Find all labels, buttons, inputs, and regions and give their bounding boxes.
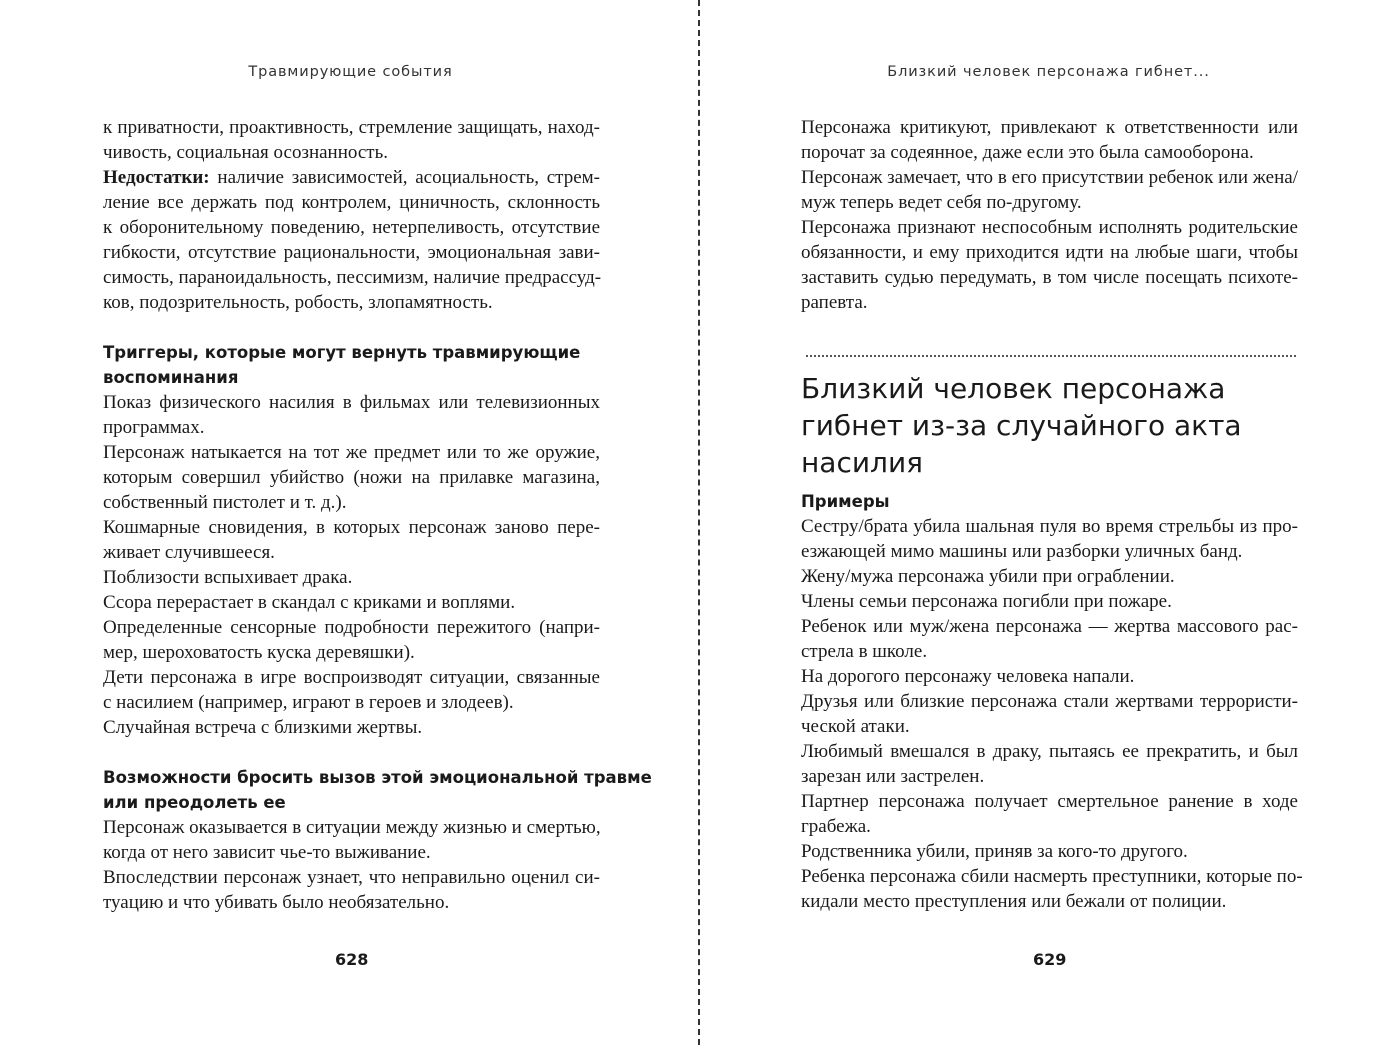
text-line: Персонаж оказывается в ситуации между жизнью и смертью, [103,817,601,838]
text-line: к приватности, проактивность, стремление защищать, наход- [103,117,600,138]
text-line: кидали место преступления или бежали от полиции. [801,891,1227,912]
challenge-heading: Возможности бросить вызов этой эмоциональной травме [103,768,652,787]
text-line: ков, подозрительность, робость, злопамятность. [103,292,493,313]
continuation-text [103,115,600,315]
text-line: чивость, социальная осознанность. [103,142,389,163]
text-line: Ребенка персонажа сбили насмерть преступники, которые по- [801,866,1303,887]
text-line: рапевта. [801,292,868,313]
text-line: Кошмарные сновидения, в которых персонаж заново пере- [103,517,600,538]
text-line: которым совершил убийство (ножи на прилавке магазина, [103,467,600,488]
text-line: Показ физического насилия в фильмах или телевизионных [103,392,600,413]
text-line: заставить судью передумать, в том числе посещать психоте- [801,267,1298,288]
text-line: Ссора перерастает в скандал с криками и воплями. [103,592,516,613]
right-page [702,0,1400,1045]
text-line: Поблизости вспыхивает драка. [103,567,353,588]
flaws-line [103,165,600,190]
text-line: ление все держать под контролем, циничность, склонность [103,192,600,213]
text-line: Персонажа признают неспособным исполнять родительские [801,217,1298,238]
text-line: зарезан или застрелен. [801,766,985,787]
text-line: туацию и что убивать было необязательно. [103,892,450,913]
text-line: езжающей мимо машины или разборки уличных банд. [801,541,1243,562]
text-line: Члены семьи персонажа погибли при пожаре. [801,591,1172,612]
text-line: Определенные сенсорные подробности пережитого (напри- [103,617,600,638]
examples-section [801,489,1303,914]
text-line: муж теперь ведет себя по-другому. [801,192,1082,213]
text-line: Друзья или близкие персонажа стали жертвами террористи- [801,691,1298,712]
section-title [801,370,1298,481]
text-line: Впоследствии персонаж узнает, что неправильно оценил си- [103,867,600,888]
text-line: симость, параноидальность, пессимизм, наличие предрассуд- [103,267,602,288]
text-line: собственный пистолет и т. д.). [103,492,347,513]
text-line: ческой атаки. [801,716,910,737]
text-line: к оборонительному поведению, нетерпеливость, отсутствие [103,217,600,238]
triggers-section [103,340,600,740]
text-line: порочат за содеянное, даже если это была самооборона. [801,142,1254,163]
text-line: живает случившееся. [103,542,275,563]
text-line: обязанности, и ему приходится идти на любые шаги, чтобы [801,242,1298,263]
text-line: грабежа. [801,816,871,837]
text-line: гибкости, отсутствие рациональности, эмоциональная зави- [103,242,600,263]
running-head: Травмирующие события [248,64,453,80]
examples-heading: Примеры [801,492,890,511]
text-line: Персонаж замечает, что в его присутствии ребенок или жена/ [801,167,1298,188]
challenge-section [103,765,652,915]
triggers-heading: воспоминания [103,368,239,387]
text-line: На дорогого персонажу человека напали. [801,666,1135,687]
triggers-heading: Триггеры, которые могут вернуть травмирующие [103,343,581,362]
left-page [0,0,698,1045]
continuation-text [801,115,1298,315]
text-line: Дети персонажа в игре воспроизводят ситуации, связанные [103,667,600,688]
text-line: Партнер персонажа получает смертельное ранение в ходе [801,791,1298,812]
text-line: Персонаж натыкается на тот же предмет или то же оружие, [103,442,600,463]
running-head: Близкий человек персонажа гибнет... [887,64,1210,80]
text-line: Любимый вмешался в драку, пытаясь ее прекратить, и был [801,741,1298,762]
section-title-line: Близкий человек персонажа [801,372,1226,405]
text-line: Жену/мужа персонажа убили при ограблении. [801,566,1175,587]
text-line: когда от него зависит чье-то выживание. [103,842,431,863]
section-title-line: насилия [801,446,923,479]
flaws-text: наличие зависимостей, асоциальность, стрем- [209,167,600,188]
text-line: Случайная встреча с близкими жертвы. [103,717,423,738]
text-line: мер, шероховатость куска деревяшки). [103,642,415,663]
section-divider [806,355,1296,357]
section-title-line: гибнет из-за случайного акта [801,409,1242,442]
text-line: Сестру/брата убила шальная пуля во время стрельбы из про- [801,516,1298,537]
flaws-label: Недостатки: [103,167,210,188]
text-line: Родственника убили, приняв за кого-то другого. [801,841,1188,862]
page-number-text: 628 [335,950,369,969]
text-line: программах. [103,417,205,438]
text-line: стрела в школе. [801,641,928,662]
page-divider [698,0,700,1045]
text-line: Ребенок или муж/жена персонажа — жертва массового рас- [801,616,1298,637]
text-line: с насилием (например, играют в героев и злодеев). [103,692,514,713]
page-number-text: 629 [1033,950,1067,969]
challenge-heading: или преодолеть ее [103,793,286,812]
text-line: Персонажа критикуют, привлекают к ответственности или [801,117,1298,138]
